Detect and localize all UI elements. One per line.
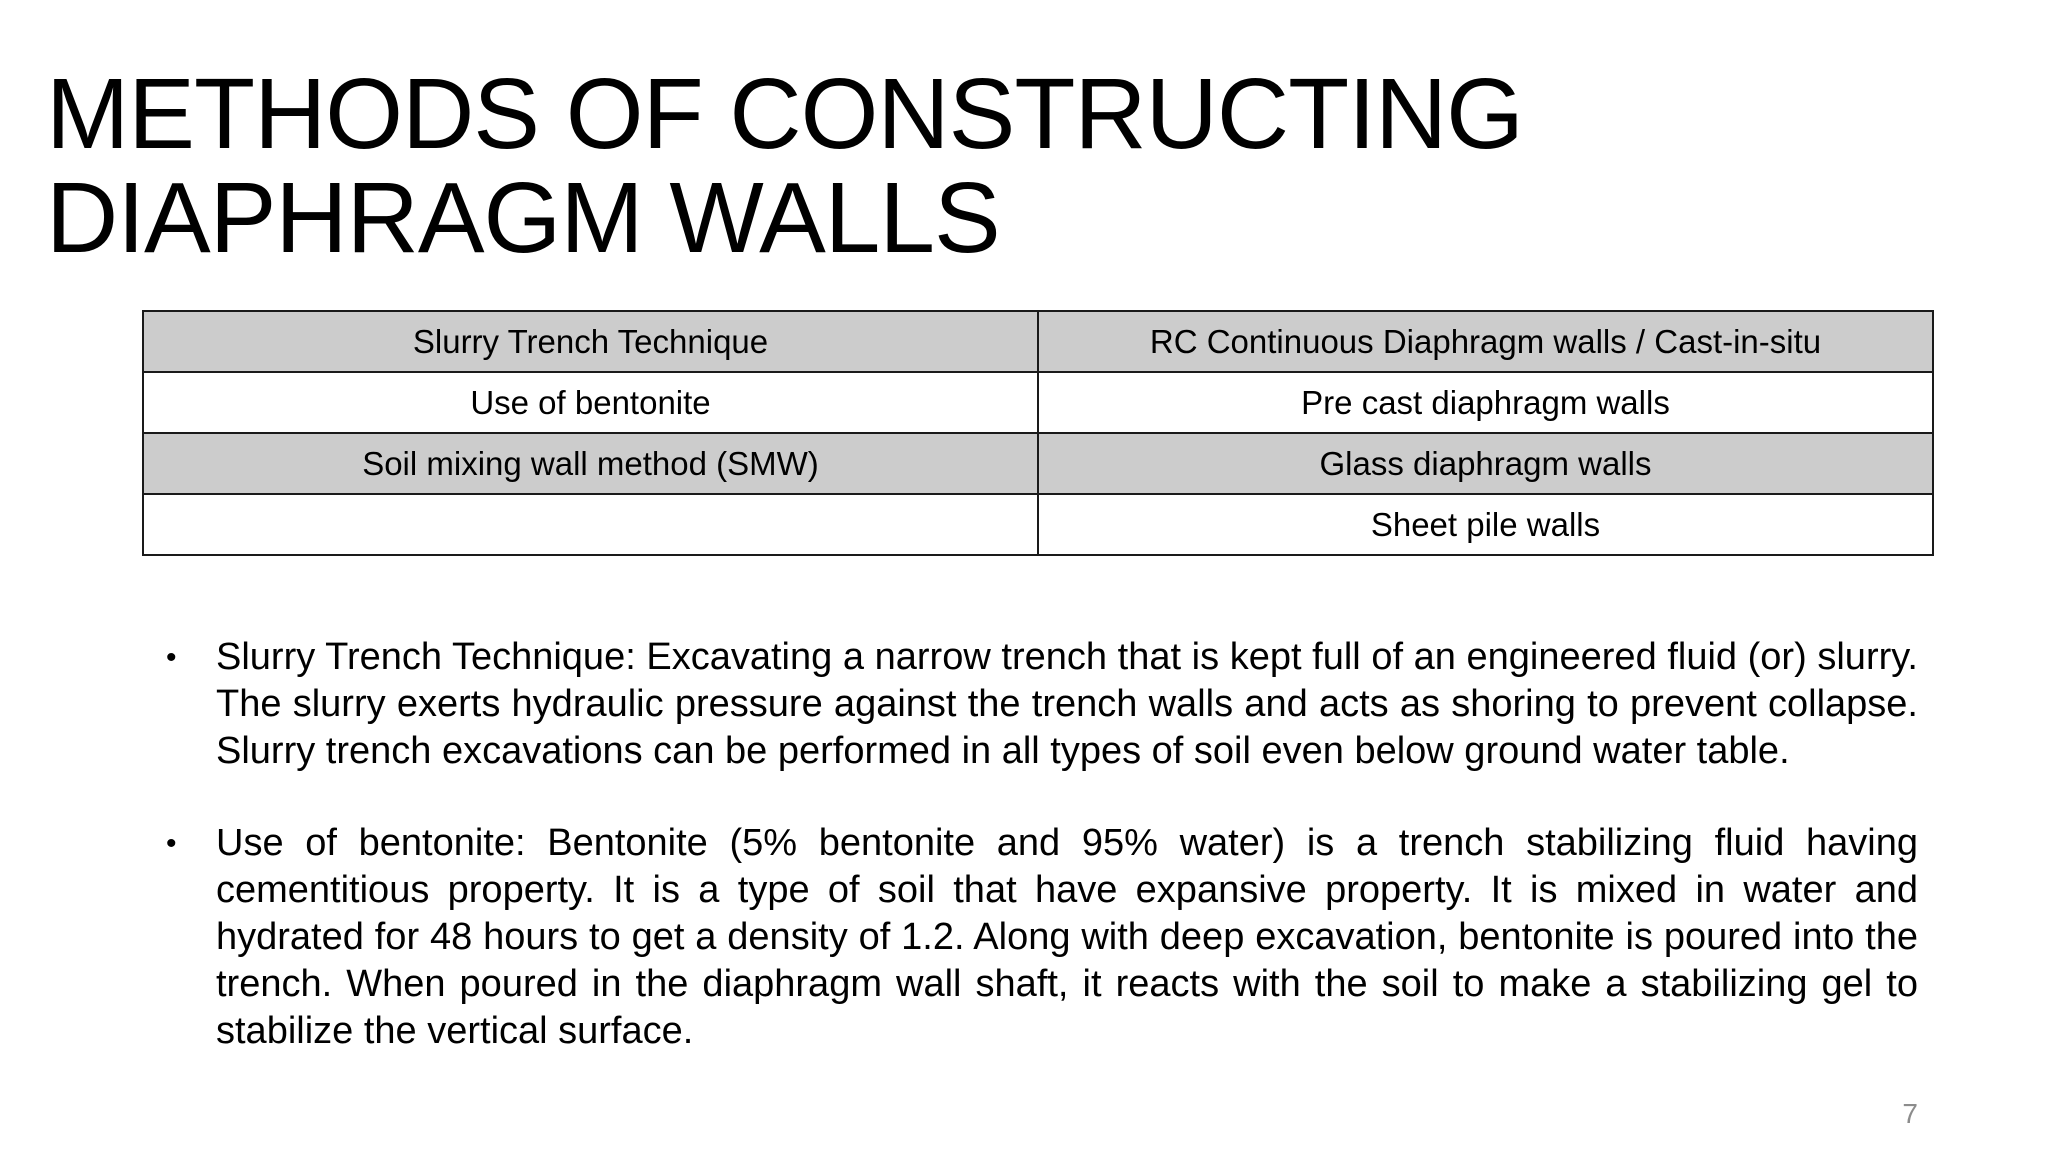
slide-title xyxy=(46,58,1946,274)
bullet-text: Slurry Trench Technique: Excavating a narrow trench that is kept full of an engineered fluid (or) slurry. The slurry exerts hydraulic pressure against the trench walls and acts as shoring to prevent collapse. Slurry trench excavations can be performed in all types of soil even below ground water table. xyxy=(216,636,1918,772)
table-cell: Glass diaphragm walls xyxy=(1038,433,1933,494)
bullet-dot-icon: • xyxy=(166,641,177,674)
table-row xyxy=(143,494,1933,555)
bullet-list xyxy=(166,634,1918,1055)
table-row xyxy=(143,372,1933,433)
table-cell xyxy=(143,494,1038,555)
table-cell: Slurry Trench Technique xyxy=(143,311,1038,372)
table-row xyxy=(143,433,1933,494)
page-number: 7 xyxy=(1902,1098,1918,1129)
table-cell: Use of bentonite xyxy=(143,372,1038,433)
table-cell: RC Continuous Diaphragm walls / Cast-in-situ xyxy=(1038,311,1933,372)
table-row xyxy=(143,311,1933,372)
table-cell: Sheet pile walls xyxy=(1038,494,1933,555)
bullet-item-bentonite xyxy=(166,820,1918,1055)
bullet-dot-icon: • xyxy=(166,827,177,860)
slide-title-line-2: DIAPHRAGM WALLS xyxy=(46,162,1000,274)
methods-table xyxy=(142,310,1934,556)
bullet-item-slurry-trench xyxy=(166,634,1918,775)
table-cell: Soil mixing wall method (SMW) xyxy=(143,433,1038,494)
bullet-text: Use of bentonite: Bentonite (5% bentonite and 95% water) is a trench stabilizing fluid having cementitious property. It is a type of soil that have expansive property. It is mixed in water and hydrated for 48 hours to get a density of 1.2. Along with deep excavation, bentonite is poured into the trench. When poured in the diaphragm wall shaft, it reacts with the soil to make a stabilizing gel to stabilize the vertical surface. xyxy=(216,822,1918,1052)
slide-title-line-1: METHODS OF CONSTRUCTING xyxy=(46,58,1523,170)
table-cell: Pre cast diaphragm walls xyxy=(1038,372,1933,433)
